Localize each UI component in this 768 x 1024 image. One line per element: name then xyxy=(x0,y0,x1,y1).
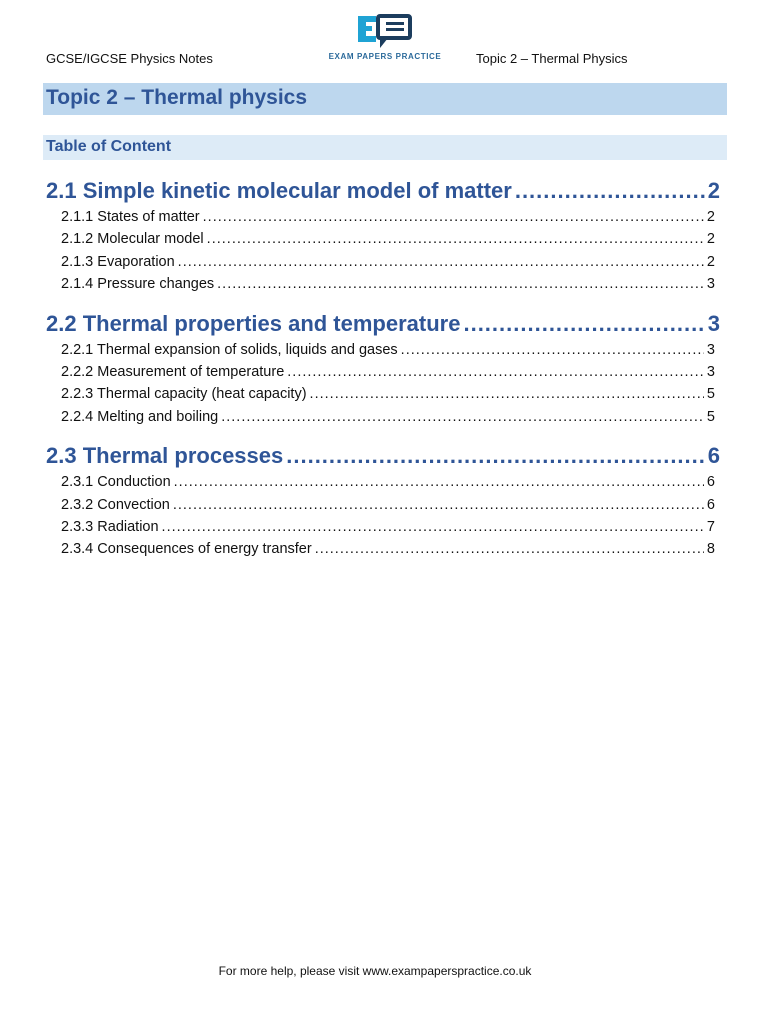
page-header xyxy=(0,0,768,75)
toc-subsection-page: 3 xyxy=(706,276,715,293)
toc-subsection-label: 2.3.3 Radiation xyxy=(61,518,159,535)
toc-subsection-page: 2 xyxy=(706,209,715,225)
logo-wordmark: EXAM PAPERS PRACTICE xyxy=(328,52,442,61)
toc-subsection-entry[interactable] xyxy=(46,364,720,386)
toc-subsection-page: 5 xyxy=(706,408,715,425)
toc-leader-dots xyxy=(310,386,704,402)
toc-subsection-entry[interactable] xyxy=(46,231,720,253)
toc-leader-dots xyxy=(203,209,704,225)
toc-subsection-page: 6 xyxy=(706,496,715,513)
toc-subsection-page: 6 xyxy=(706,474,715,491)
toc-subsection-entry[interactable] xyxy=(46,519,720,541)
header-course-label: GCSE/IGCSE Physics Notes xyxy=(46,51,213,66)
toc-leader-dots xyxy=(287,364,704,380)
toc-section-page: 2 xyxy=(707,178,720,203)
toc-subsection-page: 2 xyxy=(706,231,715,248)
footer-text: For more help, please visit www.exampaperspractice.co.uk xyxy=(218,964,532,978)
toc-subsection-entry[interactable] xyxy=(46,342,720,364)
toc-subsection-label: 2.1.3 Evaporation xyxy=(61,253,175,270)
toc-leader-dots xyxy=(178,254,704,270)
toc-section xyxy=(46,178,720,299)
toc-section-page: 6 xyxy=(707,443,720,469)
toc-subsection-label: 2.1.1 States of matter xyxy=(61,209,200,225)
toc-subsection-label: 2.1.2 Molecular model xyxy=(61,231,204,248)
toc-subsection-page: 3 xyxy=(706,341,715,358)
toc-section xyxy=(46,311,720,432)
toc-subsection-page: 7 xyxy=(706,518,715,535)
topic-title-bar xyxy=(43,83,727,115)
toc-section-entry[interactable] xyxy=(46,443,720,474)
toc-leader-dots xyxy=(286,443,705,469)
toc-subsection-entry[interactable] xyxy=(46,276,720,298)
toc-section-label: 2.2 Thermal properties and temperature xyxy=(46,310,461,336)
toc-subsection-entry[interactable] xyxy=(46,386,720,408)
toc-section-label: 2.3 Thermal processes xyxy=(46,443,284,469)
toc-leader-dots xyxy=(401,342,704,358)
toc-subsection-entry[interactable] xyxy=(46,209,720,231)
toc-subsection-label: 2.3.2 Convection xyxy=(61,496,170,513)
toc-subsection-label: 2.2.4 Melting and boiling xyxy=(61,408,219,425)
toc-leader-dots xyxy=(207,231,704,247)
header-topic-label: Topic 2 – Thermal Physics xyxy=(476,51,628,66)
toc-subsection-label: 2.3.4 Consequences of energy transfer xyxy=(61,541,312,558)
toc-heading: Table of Content xyxy=(46,138,172,155)
toc-leader-dots xyxy=(463,311,704,337)
page-footer xyxy=(0,964,768,978)
toc-subsection-label: 2.2.2 Measurement of temperature xyxy=(61,363,285,380)
toc-leader-dots xyxy=(162,519,704,535)
toc-leader-dots xyxy=(515,178,705,204)
toc-subsection-label: 2.2.3 Thermal capacity (heat capacity) xyxy=(61,386,307,403)
toc-subsection-entry[interactable] xyxy=(46,497,720,519)
toc-leader-dots xyxy=(173,497,704,513)
toc-subsection-entry[interactable] xyxy=(46,541,720,563)
toc-subsection-label: 2.3.1 Conduction xyxy=(61,474,171,491)
table-of-contents xyxy=(46,178,720,576)
toc-subsection-page: 5 xyxy=(706,386,715,403)
toc-section-entry[interactable] xyxy=(46,311,720,342)
toc-subsection-label: 2.2.1 Thermal expansion of solids, liquids and gases xyxy=(61,341,398,358)
toc-section xyxy=(46,443,720,564)
exam-papers-practice-logo xyxy=(318,14,452,64)
toc-leader-dots xyxy=(217,276,704,292)
toc-subsection-entry[interactable] xyxy=(46,474,720,496)
logo-ep-icon xyxy=(358,14,412,52)
toc-subsection-page: 3 xyxy=(706,363,715,380)
toc-subsection-page: 8 xyxy=(706,541,715,558)
page-title: Topic 2 – Thermal physics xyxy=(46,86,308,109)
toc-section-entry[interactable] xyxy=(46,178,720,209)
toc-section-page: 3 xyxy=(707,310,720,336)
toc-subsection-page: 2 xyxy=(706,253,715,270)
toc-subsection-label: 2.1.4 Pressure changes xyxy=(61,276,215,293)
toc-heading-bar xyxy=(43,135,727,160)
toc-leader-dots xyxy=(315,541,704,557)
toc-subsection-entry[interactable] xyxy=(46,409,720,431)
toc-subsection-entry[interactable] xyxy=(46,254,720,276)
toc-section-label: 2.1 Simple kinetic molecular model of matter xyxy=(46,178,512,203)
toc-leader-dots xyxy=(221,409,704,425)
toc-leader-dots xyxy=(174,474,704,490)
